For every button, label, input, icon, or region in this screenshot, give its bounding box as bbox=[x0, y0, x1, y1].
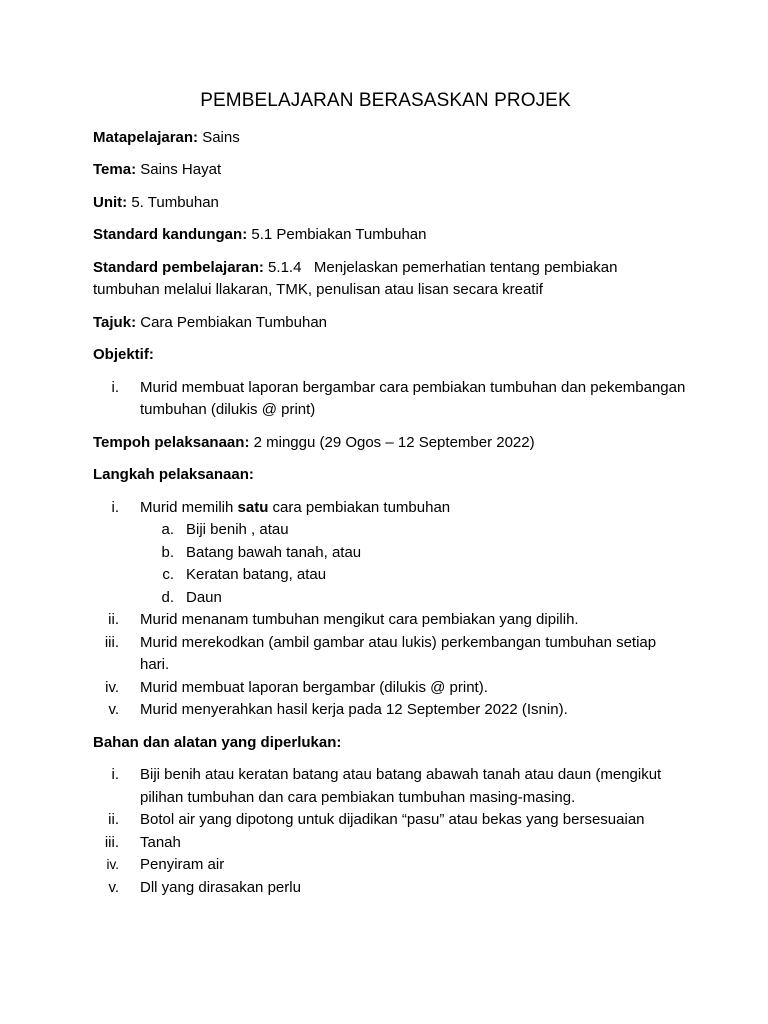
item-text-bold: satu bbox=[237, 498, 269, 516]
item-number: v. bbox=[108, 701, 119, 718]
item-number: i. bbox=[111, 766, 119, 783]
sub-list-item bbox=[140, 519, 688, 542]
field-standard-pembelajaran: Standard pembelajaran: 5.1.4 Menjelaskan pemerhatian tentang pembiakan tumbuhan melalui llakaran, TMK, penulisan atau lisan secara kreatif bbox=[93, 258, 622, 298]
field-value: Sains bbox=[198, 128, 240, 146]
item-text: Dll yang dirasakan perlu bbox=[140, 878, 301, 896]
item-number: iv. bbox=[106, 857, 119, 872]
sub-item-text: Biji benih , atau bbox=[186, 521, 289, 538]
langkah-sublist bbox=[140, 519, 688, 609]
item-text: Murid menyerahkan hasil kerja pada 12 September 2022 (Isnin). bbox=[140, 701, 568, 718]
sub-item-text: Daun bbox=[186, 588, 222, 606]
field-unit: Unit: 5. Tumbuhan bbox=[93, 193, 219, 211]
sub-item-text: Batang bawah tanah, atau bbox=[186, 543, 362, 561]
field-tema: Tema: Sains Hayat bbox=[93, 161, 222, 178]
field-value: 5.1.4 Menjelaskan pemerhatian tentang pembiakan tumbuhan melalui llakaran, TMK, penulisan atau lisan secara kreatif bbox=[93, 258, 622, 298]
field-label: Tajuk bbox=[93, 313, 132, 331]
objektif-label: Objektif: bbox=[93, 346, 154, 363]
langkah-list bbox=[93, 497, 688, 722]
list-item bbox=[93, 497, 688, 610]
item-text: Biji benih atau keratan batang atau batang abawah tanah atau daun (mengikut pilihan tumbuhan dan cara pembiakan tumbuhan masing-masing. bbox=[140, 766, 662, 806]
objektif-list bbox=[93, 377, 688, 422]
item-number: iv. bbox=[105, 678, 119, 696]
sub-item-letter: b. bbox=[161, 543, 174, 561]
sub-list-item bbox=[140, 564, 688, 587]
sub-list-item bbox=[140, 587, 688, 610]
list-item bbox=[93, 609, 688, 632]
field-label: Standard kandungan bbox=[93, 226, 243, 243]
sub-item-text: Keratan batang, atau bbox=[186, 566, 327, 583]
field-matapelajaran: Matapelajaran: Sains bbox=[93, 128, 240, 146]
sub-list-item bbox=[140, 542, 688, 565]
item-number: ii. bbox=[108, 611, 119, 628]
field-value: 2 minggu (29 Ogos – 12 September 2022) bbox=[249, 433, 535, 451]
list-item bbox=[93, 632, 688, 677]
sub-item-letter: a. bbox=[161, 521, 174, 538]
sub-item-letter: c. bbox=[162, 566, 174, 583]
list-item bbox=[93, 699, 688, 722]
field-label: Tempoh pelaksanaan bbox=[93, 433, 245, 451]
item-number: iii. bbox=[104, 633, 119, 651]
field-value: Cara Pembiakan Tumbuhan bbox=[136, 313, 328, 331]
item-text: Murid merekodkan (ambil gambar atau lukis) perkembangan tumbuhan setiap hari. bbox=[140, 633, 657, 673]
document-title: PEMBELAJARAN BERASASKAN PROJEK bbox=[200, 90, 571, 111]
langkah-label-text: Langkah pelaksanaan bbox=[93, 466, 249, 483]
langkah-label: Langkah pelaksanaan: bbox=[93, 466, 254, 483]
item-text: Murid membuat laporan bergambar (dilukis @ print). bbox=[140, 678, 488, 696]
list-item bbox=[93, 832, 688, 855]
list-item bbox=[93, 764, 688, 809]
field-standard-kandungan: Standard kandungan: 5.1 Pembiakan Tumbuhan bbox=[93, 226, 427, 243]
field-label: Unit bbox=[93, 193, 123, 211]
item-number: ii. bbox=[108, 811, 119, 828]
sub-item-letter: d. bbox=[161, 588, 174, 606]
item-number: v. bbox=[108, 878, 119, 896]
bahan-list bbox=[93, 764, 688, 899]
list-item bbox=[93, 877, 688, 900]
list-item bbox=[93, 809, 688, 832]
bahan-label: Bahan dan alatan yang diperlukan: bbox=[93, 733, 342, 751]
field-label: Standard pembelajaran bbox=[93, 258, 259, 276]
field-tajuk: Tajuk: Cara Pembiakan Tumbuhan bbox=[93, 313, 328, 331]
item-number: i. bbox=[111, 378, 119, 396]
item-text: Penyiram air bbox=[140, 856, 225, 873]
list-item bbox=[93, 854, 688, 877]
item-text-after: cara pembiakan tumbuhan bbox=[268, 498, 451, 516]
item-text: Murid menanam tumbuhan mengikut cara pembiakan yang dipilih. bbox=[140, 611, 579, 628]
item-text: Botol air yang dipotong untuk dijadikan “pasu” atau bekas yang bersesuaian bbox=[140, 811, 645, 828]
item-text-before: Murid memilih bbox=[140, 498, 238, 516]
field-value: Sains Hayat bbox=[136, 161, 222, 178]
item-number: i. bbox=[111, 498, 119, 516]
field-label: Matapelajaran bbox=[93, 128, 194, 146]
item-number: iii. bbox=[104, 833, 119, 851]
field-value: 5. Tumbuhan bbox=[127, 193, 219, 211]
list-item bbox=[93, 677, 688, 700]
item-text: Murid membuat laporan bergambar cara pembiakan tumbuhan dan pekembangan tumbuhan (dilukis @ print) bbox=[140, 378, 686, 418]
list-item bbox=[93, 377, 688, 422]
field-tempoh: Tempoh pelaksanaan: 2 minggu (29 Ogos – 12 September 2022) bbox=[93, 433, 535, 451]
item-text: Tanah bbox=[140, 833, 181, 851]
field-value: 5.1 Pembiakan Tumbuhan bbox=[247, 226, 427, 243]
field-label: Tema bbox=[93, 161, 132, 178]
